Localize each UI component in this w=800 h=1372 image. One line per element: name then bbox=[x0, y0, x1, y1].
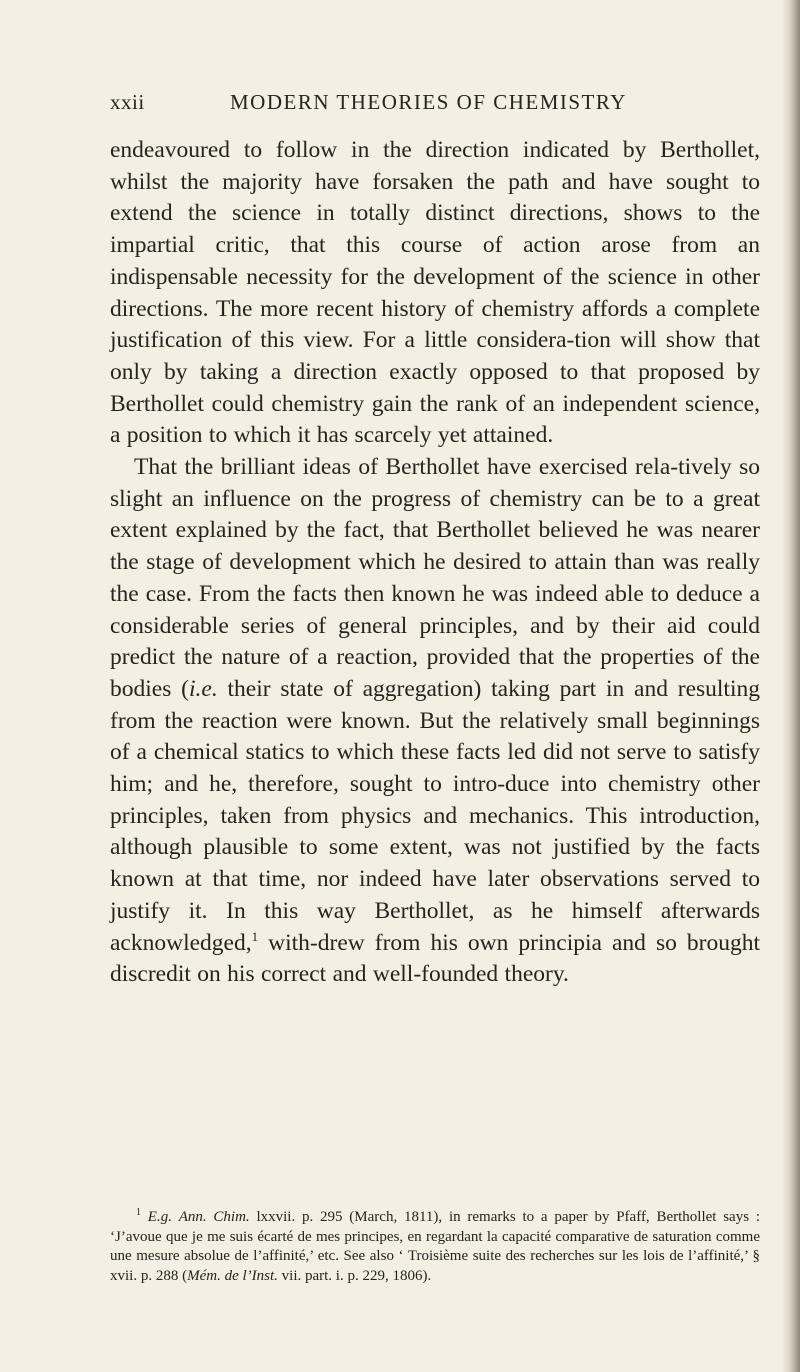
footnote-mark: 1 bbox=[136, 1207, 141, 1218]
footnote-text-a: lxxvii. p. 295 (March, 1811), in remarks to a paper by Pfaff, Berthollet says : ‘J’avoue que je me suis écarté de mes principes, en regardant la capacité comparative de saturation comme une mesure absolue de l’affinité,’ etc. See also ‘ Troisième suite des recherches sur les lois de l’affinité,’ § xvii. p. 288 ( bbox=[110, 1209, 761, 1284]
footnote-eg: E.g. bbox=[147, 1209, 172, 1225]
body-text bbox=[110, 135, 760, 991]
footnote-reference: 1 bbox=[251, 928, 259, 944]
paragraph-2-ie: i.e. bbox=[188, 675, 218, 702]
paragraph-2-text-a: That the brilliant ideas of Berthollet have exercised rela-tively so slight an influence on the progress of chemistry can be to a great extent explained by the fact, that Berthollet believed he was nearer the stage of development which he desired to attain than was really the case. From the facts then known he was indeed able to deduce a considerable series of general principles, and by their aid could predict the nature of a reaction, provided that the properties of the bodies ( bbox=[110, 454, 760, 702]
paragraph-1: endeavoured to follow in the direction indicated by Berthollet, whilst the majority have forsaken the path and have sought to extend the science in totally distinct directions, shows to the impartial critic, that this course of action arose from an indispensable necessity for the development of the science in other directions. The more recent history of chemistry affords a complete justification of this view. For a little considera-tion will show that only by taking a direction exactly opposed to that proposed by Berthollet could chemistry gain the rank of an independent science, a position to which it has scarcely yet attained. bbox=[110, 137, 760, 449]
footnote-journal: Ann. Chim. bbox=[178, 1209, 250, 1225]
footnote bbox=[110, 1208, 760, 1286]
paragraph-2 bbox=[110, 452, 760, 991]
page-number: xxii bbox=[110, 90, 145, 114]
footnote-text-b: vii. part. i. p. 229, 1806). bbox=[277, 1267, 432, 1284]
running-title: MODERN THEORIES OF CHEMISTRY bbox=[230, 90, 627, 114]
paragraph-2-text-b: their state of aggregation) taking part in and resulting from the reaction were known. But the relatively small beginnings of a chemical statics to which these facts led did not serve to satisfy him; and he, therefore, sought to intro-duce into chemistry other principles, taken from physics and mechanics. This introduction, although plausible to some extent, was not justified by the facts known at that time, nor indeed have later observations served to justify it. In this way Berthollet, as he himself afterwards acknowledged, bbox=[110, 675, 760, 956]
paragraph-2-text-c: with-drew from his own principia and so brought discredit on his correct and well-founded theory. bbox=[110, 929, 760, 988]
running-head bbox=[110, 90, 760, 120]
page-edge-shadow bbox=[782, 0, 800, 1372]
footnote-memoirs: Mém. de l’Inst. bbox=[187, 1267, 278, 1284]
